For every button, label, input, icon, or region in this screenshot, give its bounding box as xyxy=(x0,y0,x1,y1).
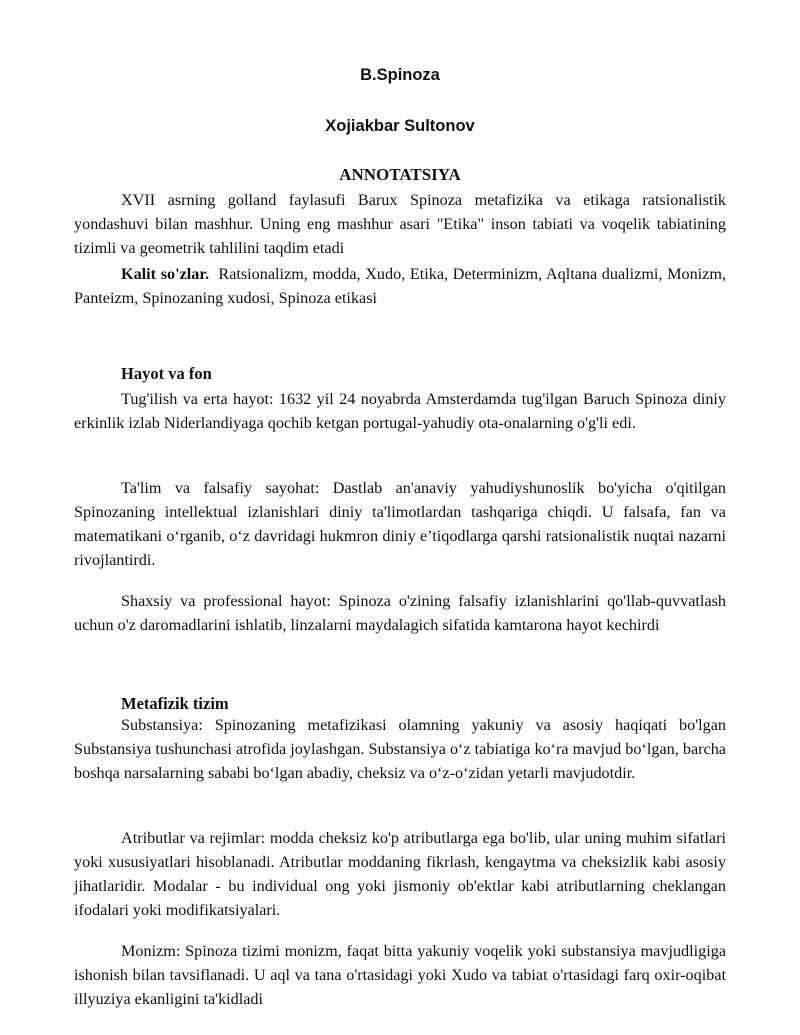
paragraph-personal-life: Shaxsiy va professional hayot: Spinoza o'zining falsafiy izlanishlarini qo'llab-quvvatlash uchun o'z daromadlarini ishlatib, linzalarni maydalagich sifatida kamtarona hayot kechirdi xyxy=(74,592,726,634)
keywords-paragraph xyxy=(74,262,726,310)
keywords-list: Ratsionalizm, modda, Xudo, Etika, Determinizm, Aqltana dualizmi, Monizm, Panteizm, Spinozaning xudosi, Spinoza etikasi xyxy=(74,265,727,307)
annotation-heading: ANNOTATSIYA xyxy=(339,165,461,184)
section-heading-life: Hayot va fon xyxy=(121,364,212,383)
keywords-label: Kalit so'zlar. xyxy=(121,265,210,283)
paragraph-education: Ta'lim va falsafiy sayohat: Dastlab an'anaviy yahudiyshunoslik bo'yicha o'qitilgan Spinozaning intellektual izlanishlari diniy ta'limotlardan tashqariga chiqdi. U falsafa, fan va matematikani o‘rganib, o‘z davridagi hukmron diniy e’tiqodlarga qarshi ratsionalistik nuqtai nazarni rivojlantirdi. xyxy=(74,479,726,569)
paragraph-monism: Monizm: Spinoza tizimi monizm, faqat bitta yakuniy voqelik yoki substansiya mavjudligiga ishonish bilan tavsiflanadi. U aql va tana o'rtasidagi yoki Xudo va tabiat o'rtasidagi farq oxir-oqibat illyuziya ekanligini ta'kidladi xyxy=(74,942,726,1008)
annotation-text: XVII asrning golland faylasufi Barux Spinoza metafizika va etikaga ratsionalistik yondashuvi bilan mashhur. Uning eng mashhur asari "Etika" inson tabiati va voqelik tabiatining tizimli va geometrik tahlilini taqdim etadi xyxy=(74,191,726,257)
document-title: B.Spinoza xyxy=(360,66,440,84)
author-name: Xojiakbar Sultonov xyxy=(325,117,475,135)
paragraph-attributes: Atributlar va rejimlar: modda cheksiz ko'p atributlarga ega bo'lib, ular uning muhim sifatlari yoki xususiyatlari hisoblanadi. Atributlar moddaning fikrlash, kengaytma va cheksizlik kabi asosiy jihatlaridir. Modalar - bu individual ong yoki jismoniy ob'ektlar kabi atributlarning cheklangan ifodalari yoki modifikatsiyalari. xyxy=(74,829,726,919)
paragraph-substance: Substansiya: Spinozaning metafizikasi olamning yakuniy va asosiy haqiqati bo'lgan Substansiya tushunchasi atrofida joylashgan. Substansiya o‘z tabiatiga ko‘ra mavjud bo‘lgan, barcha boshqa narsalarning sababi bo‘lgan abadiy, cheksiz va o‘z-o‘zidan yetarli mavjudotdir. xyxy=(74,716,726,782)
paragraph-birth: Tug'ilish va erta hayot: 1632 yil 24 noyabrda Amsterdamda tug'ilgan Baruch Spinoza diniy erkinlik izlab Niderlandiyaga qochib ketgan portugal-yahudiy ota-onalarning o'g'li edi. xyxy=(74,390,726,432)
section-heading-metaphysics: Metafizik tizim xyxy=(121,694,229,713)
